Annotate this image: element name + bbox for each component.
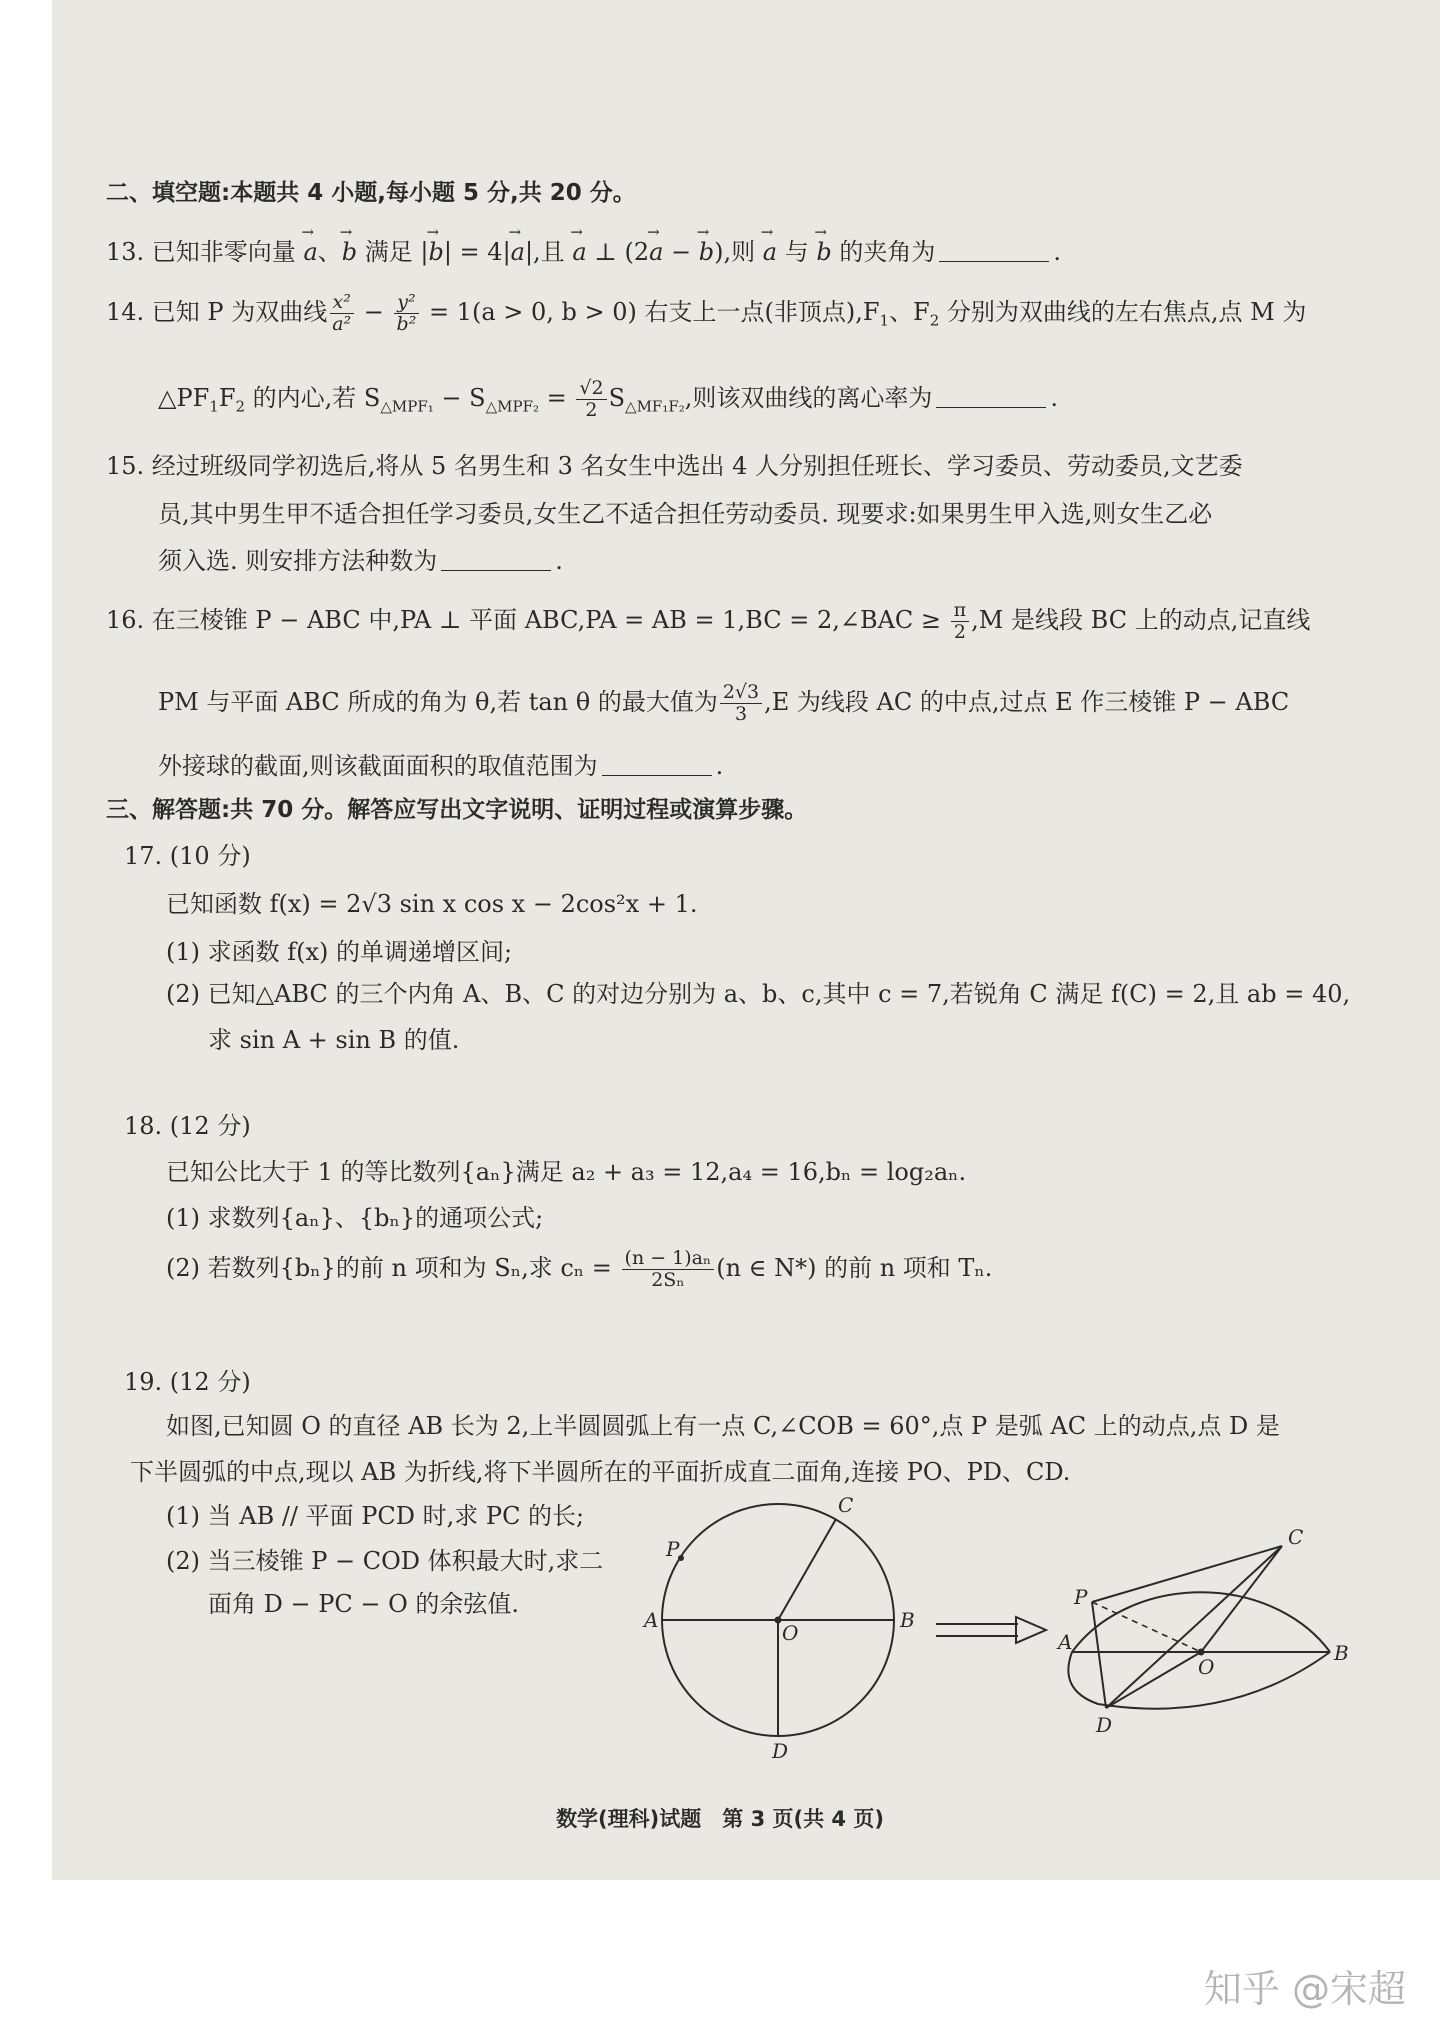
- section3-heading: 三、解答题:共 70 分。解答应写出文字说明、证明过程或演算步骤。: [106, 797, 808, 823]
- question-19-part2: (2) 当三棱锥 P − COD 体积最大时,求二: [166, 1547, 604, 1575]
- label-b: B: [1334, 1641, 1349, 1665]
- question-19-title: 19. (12 分): [124, 1368, 251, 1396]
- label-a: A: [644, 1608, 659, 1632]
- label-d: D: [1096, 1713, 1113, 1737]
- segment-pd: [1092, 1602, 1106, 1708]
- answer-blank: [441, 569, 551, 571]
- upper-semicircle: [1072, 1592, 1330, 1652]
- page-footer: 数学(理科)试题 第 3 页(共 4 页): [556, 1807, 884, 1831]
- question-19-part2-cont: 面角 D − PC − O 的余弦值.: [208, 1590, 520, 1618]
- label-c: C: [1288, 1525, 1304, 1549]
- answer-blank: [939, 260, 1049, 262]
- label-d: D: [772, 1739, 789, 1760]
- question-15-line1: 15. 经过班级同学初选后,将从 5 名男生和 3 名女生中选出 4 人分别担任班长、学习委员、劳动委员,文艺委: [106, 452, 1243, 480]
- question-19-line2: 下半圆弧的中点,现以 AB 为折线,将下半圆所在的平面折成直二面角,连接 PO、PD、CD.: [130, 1458, 1071, 1486]
- question-18-line1: 已知公比大于 1 的等比数列{aₙ}满足 a₂ + a₃ = 12,a₄ = 16,bₙ = log₂aₙ.: [166, 1158, 967, 1186]
- question-18-part1: (1) 求数列{aₙ}、{bₙ}的通项公式;: [166, 1204, 544, 1232]
- question-19-part1: (1) 当 AB // 平面 PCD 时,求 PC 的长;: [166, 1502, 585, 1530]
- question-13: 13. 已知非零向量 → a、→ b 满足 |→ b| = 4|→ a|,且 → a ⊥ (2→ a − → b),则 → a 与 → b 的夹角为 .: [106, 238, 1061, 267]
- label-p: P: [666, 1537, 680, 1561]
- label-c: C: [838, 1493, 854, 1517]
- question-18-part2: (2) 若数列{bₙ}的前 n 项和为 Sₙ,求 cₙ = $\frac{\text{(n − 1)aₙ}}{\text{2Sₙ}}$ (n ∈ N*) 的前 n 项和 Tₙ.: [166, 1247, 993, 1291]
- answer-blank: [602, 774, 712, 776]
- label-o: O: [1198, 1655, 1215, 1679]
- question-15-line2: 员,其中男生甲不适合担任学习委员,女生乙不适合担任劳动委员. 现要求:如果男生甲入选,则女生乙必: [158, 500, 1213, 528]
- label-o: O: [782, 1621, 799, 1645]
- zhihu-watermark: 知乎 @宋超: [1203, 1967, 1406, 2011]
- question-17-part2: (2) 已知△ABC 的三个内角 A、B、C 的对边分别为 a、b、c,其中 c = 7,若锐角 C 满足 f(C) = 2,且 ab = 40,: [166, 980, 1351, 1008]
- question-17-part1: (1) 求函数 f(x) 的单调递增区间;: [166, 938, 513, 966]
- question-16-line3: 外接球的截面,则该截面面积的取值范围为 .: [158, 752, 724, 780]
- question-14-line1: 14. 已知 P 为双曲线 $\frac{\text{x²}}{\text{a²}}$ − $\frac{\text{y²}}{\text{b²}}$ = 1(a > 0, b > 0) 右支上一点(非顶点)$,F_1$、$F_2$ 分别为双曲线的左右焦点,点 M 为: [106, 291, 1307, 335]
- question-14-line2: $\triangle PF_1F_2$ 的内心,若 $S_{\triangle MPF_1} - S_{\triangle MPF_2}$ = $\frac{√2}{2}$ $S_{\triangle MF_1F_2}$,则该双曲线的离心率为 .: [158, 377, 1059, 421]
- question-19-line1: 如图,已知圆 O 的直径 AB 长为 2,上半圆圆弧上有一点 C,∠COB = 60°,点 P 是弧 AC 上的动点,点 D 是: [166, 1412, 1280, 1440]
- question-16-line2: PM 与平面 ABC 所成的角为 θ,若 tan θ 的最大值为 $\frac{2√3}{3}$ ,E 为线段 AC 的中点,过点 E 作三棱锥 P − ABC: [158, 681, 1290, 725]
- question-15-line3: 须入选. 则安排方法种数为 .: [158, 547, 563, 575]
- segment-oc: [778, 1519, 836, 1620]
- segment-cd: [1106, 1546, 1282, 1708]
- folded-diagram: [1040, 1520, 1370, 1740]
- segment-od: [1106, 1652, 1201, 1708]
- question-18-title: 18. (12 分): [124, 1112, 251, 1140]
- fraction: $\frac{\text{x²}}{\text{a²}}$: [329, 292, 354, 335]
- fraction: $\frac{\text{(n − 1)aₙ}}{\text{2Sₙ}}$: [622, 1248, 715, 1291]
- section2-heading: 二、填空题:本题共 4 小题,每小题 5 分,共 20 分。: [106, 180, 636, 206]
- label-p: P: [1074, 1585, 1088, 1609]
- fraction: $\frac{√2}{2}$: [576, 378, 606, 421]
- question-17-line1: 已知函数 f(x) = 2√3 sin x cos x − 2cos²x + 1.: [166, 890, 698, 918]
- circle-diagram: [636, 1490, 926, 1760]
- answer-blank: [936, 406, 1046, 408]
- segment-po: [1092, 1602, 1201, 1652]
- question-16-line1: 16. 在三棱锥 P − ABC 中,PA ⊥ 平面 ABC,PA = AB = 1,BC = 2,∠BAC ≥ $\frac{\pi}{2}$ ,M 是线段 BC 上的动点,记直线: [106, 599, 1311, 643]
- fraction: $\frac{\text{y²}}{\text{b²}}$: [394, 292, 420, 335]
- center-point: [775, 1617, 782, 1624]
- fraction: $\frac{\pi}{2}$: [951, 600, 970, 643]
- question-17-title: 17. (10 分): [124, 842, 251, 870]
- fraction: $\frac{2√3}{3}$: [720, 682, 762, 725]
- label-b: B: [900, 1608, 915, 1632]
- segment-co: [1201, 1546, 1282, 1652]
- question-17-part2-cont: 求 sin A + sin B 的值.: [208, 1026, 460, 1054]
- label-a: A: [1058, 1630, 1073, 1654]
- fold-arrow-icon: [932, 1615, 1052, 1645]
